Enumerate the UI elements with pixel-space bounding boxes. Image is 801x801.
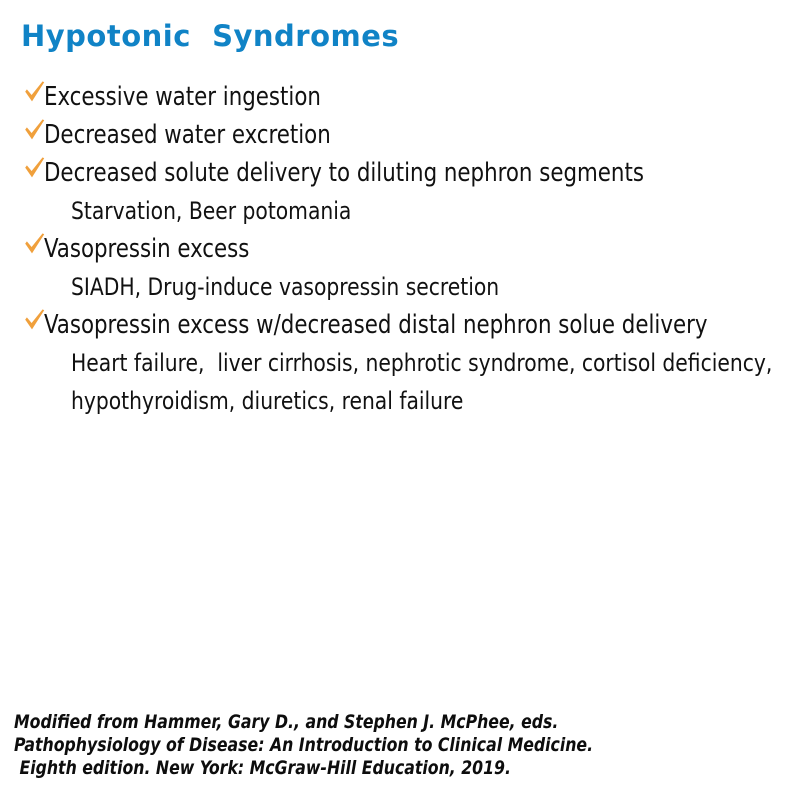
citation-line: Modified from Hammer, Gary D., and Stephen J. McPhee, eds. bbox=[14, 711, 559, 733]
sub-list-item bbox=[0, 192, 801, 230]
orange-checkmark-icon bbox=[24, 156, 45, 180]
sub-list-item-label: Starvation, Beer potomania bbox=[71, 197, 352, 225]
list-item-label: Vasopressin excess w/decreased distal nephron solue delivery bbox=[44, 310, 708, 340]
sub-list-item bbox=[0, 268, 801, 306]
list-item-label: Decreased water excretion bbox=[44, 120, 331, 150]
citation-line: Pathophysiology of Disease: An Introduction to Clinical Medicine. bbox=[14, 734, 594, 756]
sub-list-item bbox=[0, 382, 801, 420]
orange-checkmark-icon bbox=[24, 308, 45, 332]
list-item bbox=[0, 78, 801, 116]
orange-checkmark-icon bbox=[24, 118, 45, 142]
list-item-label: Excessive water ingestion bbox=[44, 82, 321, 112]
list-item bbox=[0, 306, 801, 344]
sub-list-item bbox=[0, 344, 801, 382]
list-item bbox=[0, 230, 801, 268]
page-title: Hypotonic Syndromes bbox=[21, 19, 400, 53]
orange-checkmark-icon bbox=[24, 80, 45, 104]
sub-list-item-label: Heart failure, liver cirrhosis, nephrotic syndrome, cortisol deficiency, bbox=[71, 349, 773, 377]
list-item bbox=[0, 116, 801, 154]
bullet-list bbox=[0, 78, 801, 420]
list-item-label: Decreased solute delivery to diluting nephron segments bbox=[44, 158, 644, 188]
list-item-label: Vasopressin excess bbox=[44, 234, 250, 264]
orange-checkmark-icon bbox=[24, 232, 45, 256]
citation-block bbox=[14, 711, 794, 780]
sub-list-item-label: hypothyroidism, diuretics, renal failure bbox=[71, 387, 464, 415]
citation-line: Eighth edition. New York: McGraw-Hill Education, 2019. bbox=[14, 757, 511, 779]
list-item bbox=[0, 154, 801, 192]
sub-list-item-label: SIADH, Drug-induce vasopressin secretion bbox=[71, 273, 500, 301]
